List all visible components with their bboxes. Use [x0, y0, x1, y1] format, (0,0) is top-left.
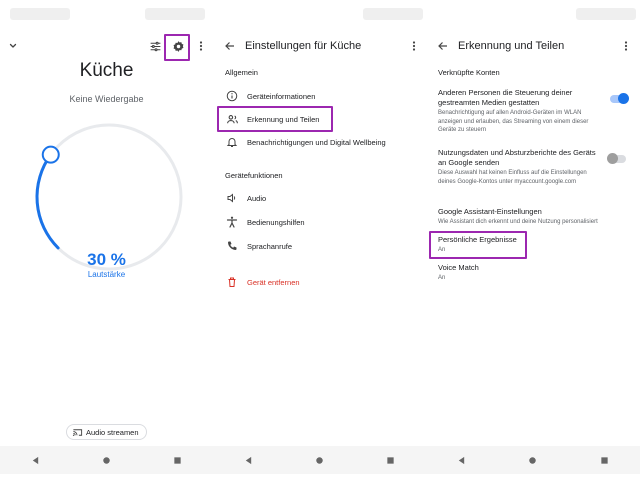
- back-nav-icon[interactable]: [239, 450, 259, 470]
- speaker-control-screen: [0, 0, 213, 480]
- setting-description: An: [438, 275, 446, 281]
- people-icon: [225, 112, 239, 126]
- status-bar: [213, 0, 426, 28]
- setting-description: Diese Auswahl hat keinen Einfluss auf die Einstellungen deines Google-Kontos unter myaccount.google.com: [438, 170, 587, 185]
- settings-item-device-info[interactable]: [225, 86, 422, 106]
- system-nav-bar: [213, 446, 426, 474]
- detection-sharing-screen: [426, 0, 640, 480]
- audio-stream-label: Audio streamen: [86, 427, 139, 437]
- settings-item-label: Sprachanrufe: [247, 241, 293, 251]
- remove-device-label: Gerät entfernen: [247, 277, 300, 287]
- setting-allow-media-control[interactable]: [438, 88, 598, 135]
- settings-item-audio[interactable]: [225, 188, 422, 208]
- back-nav-icon[interactable]: [452, 450, 472, 470]
- setting-title: Google Assistant-Einstellungen: [438, 207, 542, 216]
- setting-description: Wie Assistant dich erkennt und deine Nutzung personalisiert: [438, 219, 598, 225]
- media-control-toggle[interactable]: [610, 95, 626, 103]
- gear-icon[interactable]: [169, 37, 187, 55]
- settings-item-notifications[interactable]: [225, 132, 422, 152]
- app-bar: [0, 32, 213, 60]
- status-bar-blurred: [576, 8, 636, 20]
- device-settings-screen: [213, 0, 426, 480]
- more-vert-icon[interactable]: [405, 37, 423, 55]
- chevron-down-icon[interactable]: [4, 37, 22, 55]
- back-arrow-icon[interactable]: [221, 37, 239, 55]
- section-heading-general: Allgemein: [225, 68, 258, 77]
- status-bar: [0, 0, 213, 28]
- setting-voice-match[interactable]: [438, 263, 618, 283]
- phone-icon: [225, 239, 239, 253]
- status-bar-blurred: [145, 8, 205, 20]
- settings-item-voice-calls[interactable]: [225, 236, 422, 256]
- settings-item-label: Audio: [247, 193, 267, 203]
- remove-device-button[interactable]: [225, 272, 422, 292]
- info-icon: [225, 89, 239, 103]
- recents-nav-icon[interactable]: [594, 450, 614, 470]
- section-heading-features: Gerätefunktionen: [225, 171, 283, 180]
- system-nav-bar: [0, 446, 213, 474]
- toggle-knob: [607, 153, 618, 164]
- setting-description: An: [438, 247, 446, 253]
- setting-title: Persönliche Ergebnisse: [438, 235, 517, 244]
- speaker-icon: [225, 191, 239, 205]
- settings-item-detection-sharing[interactable]: [225, 109, 422, 129]
- status-bar-blurred: [10, 8, 70, 20]
- status-bar-blurred: [363, 8, 423, 20]
- setting-title: Anderen Personen die Steuerung deiner gestreamten Medien gestatten: [438, 88, 573, 107]
- system-nav-bar: [426, 446, 640, 474]
- page-title: Erkennung und Teilen: [458, 40, 565, 52]
- accessibility-icon: [225, 215, 239, 229]
- app-bar: [426, 32, 640, 60]
- volume-label: Lautstärke: [87, 270, 126, 279]
- home-nav-icon[interactable]: [97, 450, 117, 470]
- setting-title: Nutzungsdaten und Absturzberichte des Geräts an Google senden: [438, 148, 596, 167]
- audio-stream-button[interactable]: [66, 424, 147, 440]
- usage-data-toggle[interactable]: [610, 155, 626, 163]
- setting-title: Voice Match: [438, 263, 479, 272]
- setting-personal-results[interactable]: [438, 235, 618, 255]
- cast-icon: [71, 426, 83, 438]
- now-playing-status: Keine Wiedergabe: [69, 94, 144, 104]
- app-bar: [213, 32, 426, 60]
- settings-item-label: Erkennung und Teilen: [247, 114, 320, 124]
- linked-accounts-link[interactable]: Verknüpfte Konten: [438, 68, 500, 77]
- page-title: Einstellungen für Küche: [245, 40, 362, 52]
- recents-nav-icon[interactable]: [168, 450, 188, 470]
- recents-nav-icon[interactable]: [381, 450, 401, 470]
- home-nav-icon[interactable]: [523, 450, 543, 470]
- volume-arc: [37, 155, 58, 248]
- bell-icon: [225, 135, 239, 149]
- settings-item-accessibility[interactable]: [225, 212, 422, 232]
- equalizer-icon[interactable]: [146, 37, 164, 55]
- status-bar: [426, 0, 640, 28]
- home-nav-icon[interactable]: [310, 450, 330, 470]
- trash-icon: [225, 275, 239, 289]
- room-title: Küche: [79, 60, 134, 81]
- settings-item-label: Benachrichtigungen und Digital Wellbeing: [247, 137, 386, 147]
- setting-send-usage-data[interactable]: [438, 148, 598, 186]
- volume-knob: [43, 147, 59, 163]
- more-vert-icon[interactable]: [617, 37, 635, 55]
- setting-assistant-settings[interactable]: [438, 207, 634, 227]
- back-nav-icon[interactable]: [26, 450, 46, 470]
- back-arrow-icon[interactable]: [434, 37, 452, 55]
- settings-item-label: Geräteinformationen: [247, 91, 316, 101]
- volume-percent: 30 %: [87, 250, 126, 269]
- setting-description: Benachrichtigung auf allen Android-Geräten im WLAN anzeigen und erlauben, das Streaming von einem dieser Geräte zu steuern: [438, 110, 589, 133]
- settings-item-label: Bedienungshilfen: [247, 217, 305, 227]
- toggle-knob: [618, 93, 629, 104]
- more-vert-icon[interactable]: [192, 37, 210, 55]
